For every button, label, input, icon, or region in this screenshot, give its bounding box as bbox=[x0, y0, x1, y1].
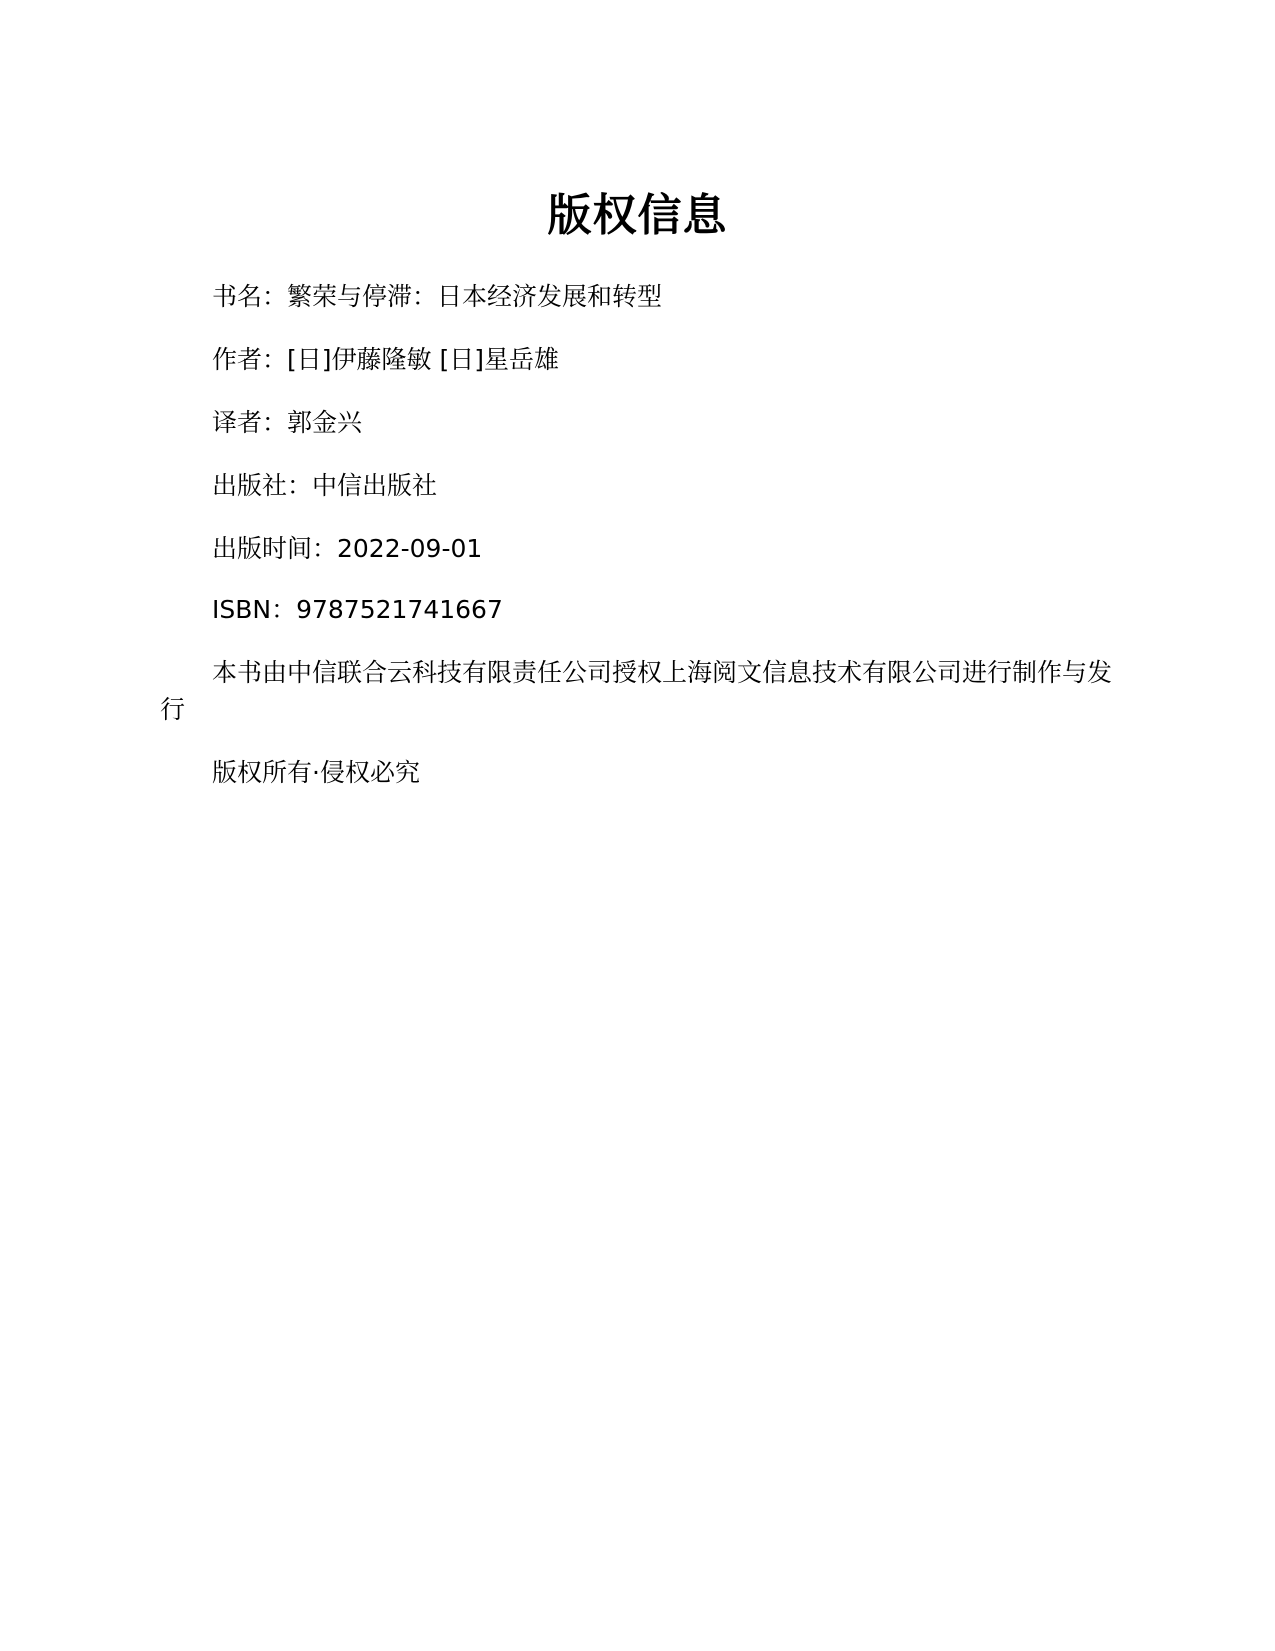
copyright-notice: 版权所有·侵权必究 bbox=[212, 758, 420, 787]
book-name-line: 书名：繁荣与停滞：日本经济发展和转型 bbox=[212, 282, 663, 311]
publisher-line: 出版社：中信出版社 bbox=[212, 471, 438, 500]
translator-line: 译者：郭金兴 bbox=[212, 408, 363, 437]
publish-date-line: 出版时间：2022-09-01 bbox=[212, 534, 483, 563]
copyright-info-block bbox=[160, 278, 1120, 817]
author-line: 作者：[日]伊藤隆敏 [日]星岳雄 bbox=[212, 345, 559, 374]
license-statement: 本书由中信联合云科技有限责任公司授权上海阅文信息技术有限公司进行制作与发行 bbox=[160, 658, 1113, 724]
isbn-line: ISBN：9787521741667 bbox=[212, 595, 503, 624]
page-title: 版权信息 bbox=[547, 190, 728, 241]
